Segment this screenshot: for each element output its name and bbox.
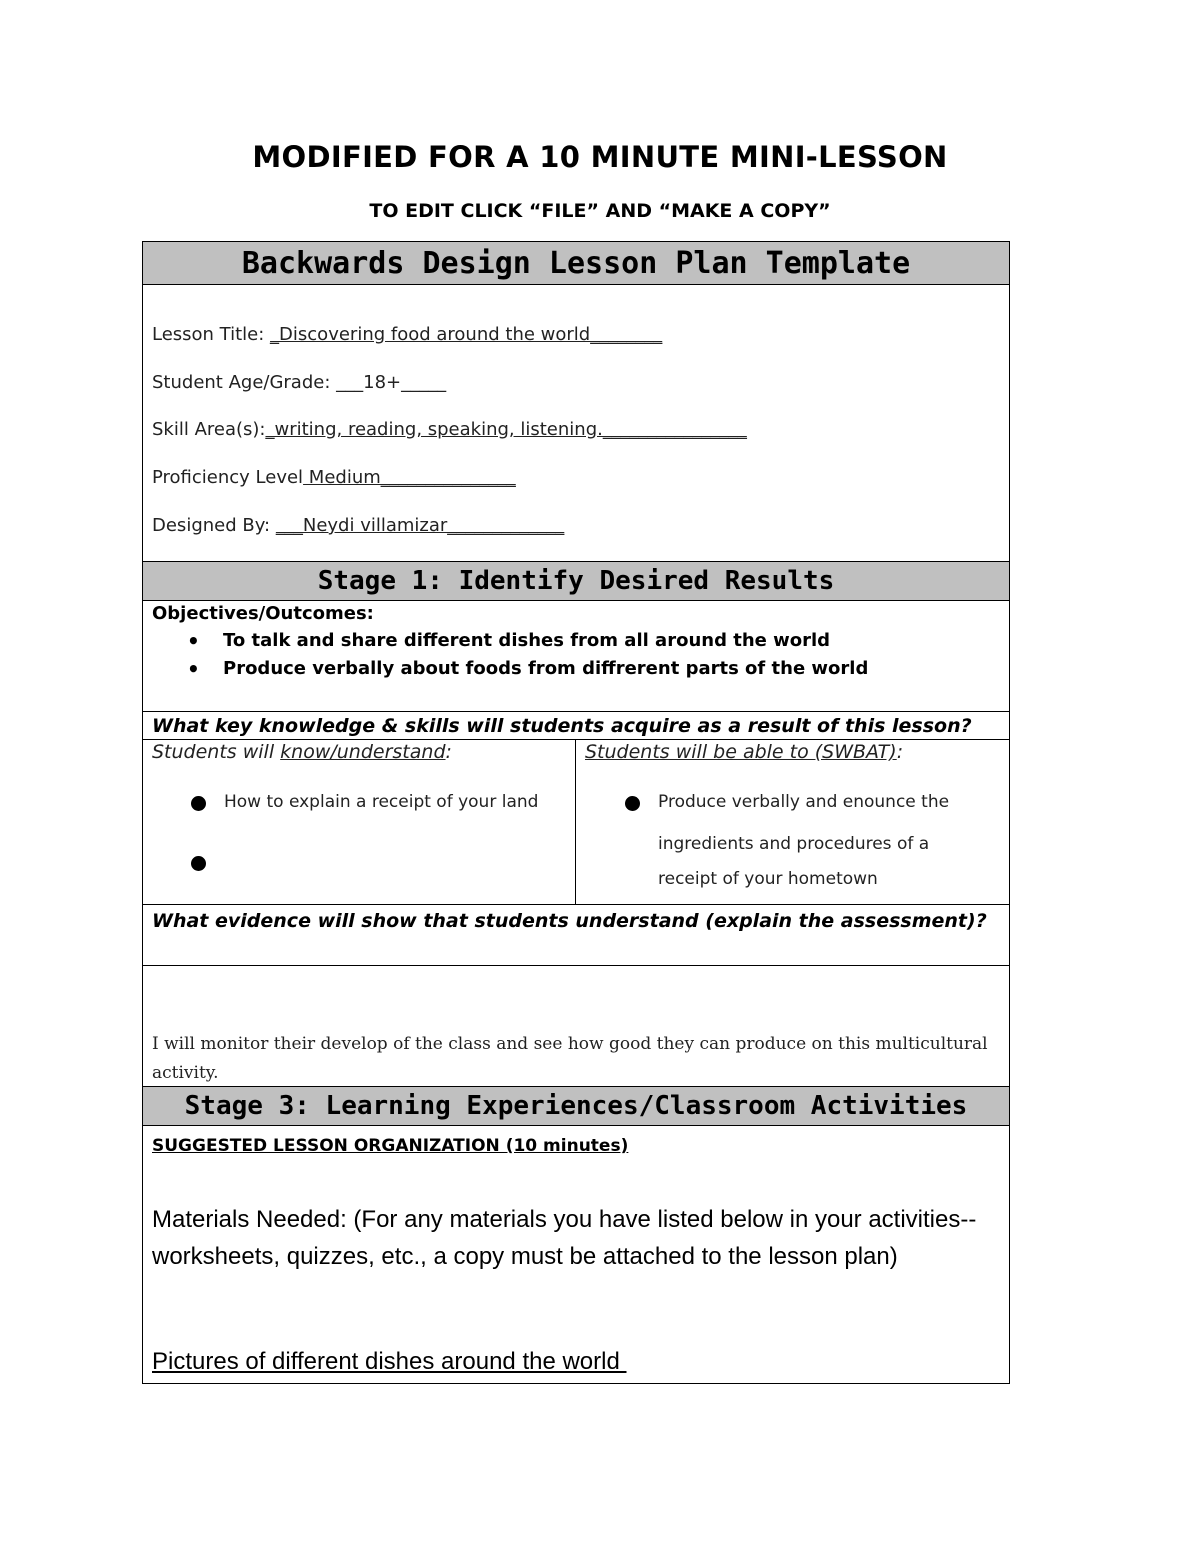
objective-item: • To talk and share different dishes from all around the world <box>183 627 868 655</box>
objectives-label: Objectives/Outcomes: <box>152 603 374 624</box>
lesson-title-label: Lesson Title: <box>152 324 271 345</box>
assessment-section <box>143 966 1009 1087</box>
know-underlined: know/understand <box>280 741 446 763</box>
designed-by-value[interactable]: ___Neydi villamizar_____________ <box>275 515 565 536</box>
proficiency-field <box>152 467 516 488</box>
bullet-icon <box>191 796 206 811</box>
document-title: MODIFIED FOR A 10 MINUTE MINI-LESSON <box>252 140 948 174</box>
designed-by-label: Designed By: <box>152 515 276 536</box>
know-understand-heading <box>152 741 452 763</box>
bullet-icon <box>625 796 640 811</box>
designed-by-field <box>152 515 564 536</box>
objective-item: • Produce verbally about foods from diffrerent parts of the world <box>183 655 868 683</box>
lesson-title-value[interactable]: _Discovering food around the world________ <box>270 324 663 345</box>
age-grade-label: Student Age/Grade: <box>152 372 337 393</box>
skill-area-value[interactable]: _writing, reading, speaking, listening.________________ <box>265 419 747 440</box>
swbat-line: receipt of your hometown <box>658 869 878 889</box>
proficiency-label: Proficiency Level <box>152 467 304 488</box>
key-knowledge-question: What key knowledge & skills will students acquire as a result of this lesson? <box>143 712 1009 740</box>
know-prefix: Students will <box>152 741 281 763</box>
swbat-column <box>576 740 1009 904</box>
lesson-title-field <box>152 324 662 345</box>
activities-section <box>143 1126 1009 1383</box>
assessment-text[interactable]: I will monitor their develop of the class and see how good they can produce on this multicultural activity. <box>152 1034 988 1083</box>
know-suffix: : <box>445 741 452 763</box>
edit-instructions: TO EDIT CLICK “FILE” AND “MAKE A COPY” <box>369 200 831 222</box>
skill-area-field <box>152 419 747 440</box>
bullet-icon <box>191 856 206 871</box>
suggested-organization: SUGGESTED LESSON ORGANIZATION (10 minutes) <box>152 1136 629 1156</box>
pictures-materials[interactable]: Pictures of different dishes around the world <box>152 1348 627 1375</box>
stage3-header: Stage 3: Learning Experiences/Classroom Activities <box>143 1087 1009 1126</box>
age-grade-value[interactable]: ___18+_____ <box>336 372 447 393</box>
proficiency-value[interactable]: Medium_______________ <box>303 467 516 488</box>
stage1-header: Stage 1: Identify Desired Results <box>143 562 1009 601</box>
age-grade-field <box>152 372 446 393</box>
know-understand-column <box>143 740 576 904</box>
know-item: How to explain a receipt of your land <box>224 792 539 812</box>
materials-needed[interactable]: Materials Needed: (For any materials you have listed below in your activities--worksheets, quizzes, etc., a copy must be attached to the lesson plan) <box>152 1206 977 1270</box>
objectives-list <box>143 627 868 683</box>
swbat-heading-text: Students will be able to (SWBAT) <box>585 741 897 763</box>
evidence-question: What evidence will show that students understand (explain the assessment)? <box>143 905 1009 966</box>
lesson-plan-table <box>142 241 1010 1384</box>
skill-area-label: Skill Area(s): <box>152 419 266 440</box>
know-swbat-section <box>143 740 1009 905</box>
swbat-line: Produce verbally and enounce the <box>658 792 950 812</box>
objectives-section <box>143 601 1009 712</box>
lesson-info-section <box>143 285 1009 562</box>
swbat-suffix: : <box>896 741 904 763</box>
template-title: Backwards Design Lesson Plan Template <box>143 242 1009 285</box>
swbat-line: ingredients and procedures of a <box>658 834 930 854</box>
swbat-heading <box>585 741 903 763</box>
